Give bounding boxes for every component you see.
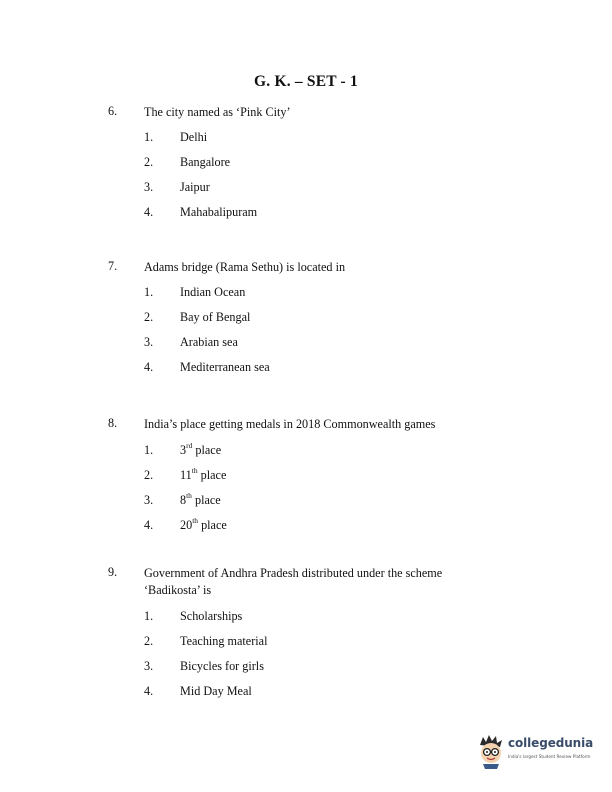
collegedunia-logo[interactable] (475, 733, 599, 769)
option (0, 205, 612, 221)
option (0, 490, 612, 509)
option-number: 2. (144, 155, 154, 169)
logo-name: collegedunia (508, 736, 594, 750)
question-text-line: Government of Andhra Pradesh distributed under the scheme (144, 566, 443, 580)
option-number: 2. (144, 634, 154, 648)
option-text: 3rd place (180, 440, 222, 457)
option-number: 4. (144, 518, 154, 532)
question-number: 7. (108, 259, 118, 273)
option (0, 155, 612, 171)
question-number: 6. (108, 104, 118, 118)
option-text: 8th place (180, 490, 221, 507)
option-number: 4. (144, 205, 154, 219)
question-number: 9. (108, 565, 118, 579)
option-text: Indian Ocean (180, 285, 246, 299)
question-text: Adams bridge (Rama Sethu) is located in (144, 260, 346, 274)
option (0, 180, 612, 196)
option-number: 1. (144, 609, 154, 623)
option-number: 3. (144, 335, 154, 349)
option-number: 4. (144, 360, 154, 374)
option-number: 4. (144, 684, 154, 698)
option (0, 285, 612, 301)
question-number: 8. (108, 416, 118, 430)
logo-tagline: India's largest Student Review Platform (508, 754, 591, 759)
option (0, 684, 612, 700)
option-number: 1. (144, 285, 154, 299)
option-number: 3. (144, 493, 154, 507)
option-text: Bangalore (180, 155, 231, 169)
option-number: 3. (144, 180, 154, 194)
option (0, 659, 612, 675)
option-text: Bicycles for girls (180, 659, 264, 673)
option (0, 360, 612, 376)
option (0, 130, 612, 146)
option (0, 310, 612, 326)
question-text (144, 565, 504, 599)
option-text: 20th place (180, 515, 227, 532)
question-text: The city named as ‘Pink City’ (144, 105, 291, 119)
option-text: Bay of Bengal (180, 310, 251, 324)
option-text: Scholarships (180, 609, 243, 623)
option-number: 1. (144, 443, 154, 457)
option-number: 2. (144, 468, 154, 482)
option-text: Jaipur (180, 180, 210, 194)
question-text: India’s place getting medals in 2018 Commonwealth games (144, 417, 436, 431)
option-text: Mediterranean sea (180, 360, 270, 374)
option-number: 2. (144, 310, 154, 324)
option-text: Arabian sea (180, 335, 238, 349)
option-text: Delhi (180, 130, 208, 144)
option-text: 11th place (180, 465, 227, 482)
option (0, 634, 612, 650)
mascot-icon (475, 733, 507, 769)
option-text: Mahabalipuram (180, 205, 258, 219)
option-number: 3. (144, 659, 154, 673)
option-text: Mid Day Meal (180, 684, 252, 698)
option (0, 465, 612, 484)
option-number: 1. (144, 130, 154, 144)
option (0, 335, 612, 351)
option-text: Teaching material (180, 634, 268, 648)
page-title: G. K. – SET - 1 (254, 73, 358, 90)
option (0, 609, 612, 625)
option (0, 515, 612, 534)
question-text-line: ‘Badikosta’ is (144, 583, 212, 597)
option (0, 440, 612, 459)
